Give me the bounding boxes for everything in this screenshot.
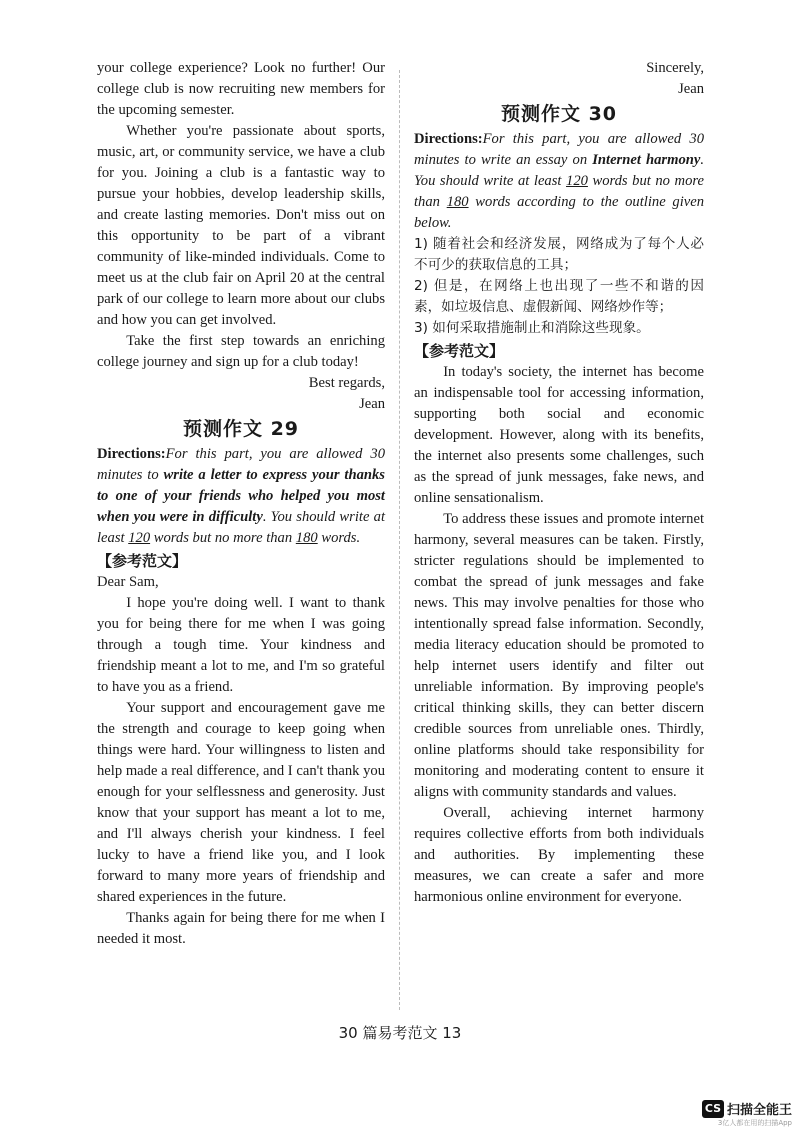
paragraph: I hope you're doing well. I want to thank you for being there for me when I was going through a tough time. Your kindness and friendship meant a lot to me, and I'm so grateful to have you as a friend. xyxy=(97,595,385,695)
paragraph: Whether you're passionate about sports, music, art, or community service, we have a club for you. Joining a club is a fantastic way to pursue your hobbies, develop leadership skills, and create lasting memories. Don't miss out on this opportunity to be part of a vibrant community of like-minded individuals. Come to meet us at the club fair on April 20 at the central park of our college to learn more about our clubs and how you can get involved. xyxy=(97,123,385,328)
paragraph: your college experience? Look no further! Our college club is now recruiting new members for the upcoming semester. xyxy=(97,60,385,118)
closing: Sincerely, xyxy=(646,60,704,76)
paragraph: Take the first step towards an enriching college journey and sign up for a club today! xyxy=(97,333,385,370)
closing: Best regards, xyxy=(308,375,385,391)
cs-logo-icon: CS xyxy=(702,1100,724,1118)
salutation: Dear Sam, xyxy=(97,574,159,590)
essay-title-30: 预测作文 30 xyxy=(500,103,618,125)
outline-item: 3) 如何采取措施制止和消除这些现象。 xyxy=(414,320,650,336)
signature: Jean xyxy=(678,81,704,97)
scanner-watermark xyxy=(702,1099,792,1118)
outline-item: 1) 随着社会和经济发展，网络成为了每个人必不可少的获取信息的工具； xyxy=(414,236,704,273)
paragraph: In today's society, the internet has become an indispensable tool for accessing information, supporting both social and economic development. However, along with its benefits, the internet also presents some challenges, such as the spread of junk messages, fake news, and online sensationalism. xyxy=(414,364,704,506)
paragraph: Your support and encouragement gave me the strength and courage to keep going when things were hard. Your willingness to listen and help made a real difference, and I can't thank you enough for your selflessness and generosity. Just know that your support has meant a lot to me, and I'll always cherish your kindness. I feel lucky to have a friend like you, and I look forward to many more years of friendship and shared experiences in the future. xyxy=(97,700,385,905)
page-footer: 30 篇易考范文 13 xyxy=(338,1024,462,1042)
right-column xyxy=(414,58,704,908)
paragraph: Thanks again for being there for me when I needed it most. xyxy=(97,910,385,947)
paragraph: To address these issues and promote internet harmony, several measures can be taken. Firstly, stricter regulations should be implemented to combat the spread of junk messages and fake news. This may involve penalties for those who intentionally spread false information. Secondly, media literacy education should be promoted to help internet users identify and filter out unreliable information. By improving people's critical thinking skills, they can better discern credible sources from unreliable ones. Thirdly, online platforms should take responsibility for monitoring and moderating content to ensure it aligns with community standards and values. xyxy=(414,511,704,800)
sample-label: 【参考范文】 xyxy=(97,552,188,570)
signature: Jean xyxy=(359,396,385,412)
outline-item: 2) 但是，在网络上也出现了一些不和谐的因素，如垃圾信息、虚假新闻、网络炒作等； xyxy=(414,278,704,315)
essay-title-29: 预测作文 29 xyxy=(182,418,300,440)
sample-label: 【参考范文】 xyxy=(414,342,505,360)
paragraph: Overall, achieving internet harmony requires collective efforts from both individuals and authorities. By implementing these measures, we can create a safer and more harmonious online environment for everyone. xyxy=(414,805,704,905)
column-divider xyxy=(399,70,400,1010)
directions-29: Directions:For this part, you are allowed 30 minutes to write a letter to express your thanks to one of your friends who helped you most when you were in difficulty. You should write at least 120 words but no more than 180 words. xyxy=(97,446,385,546)
directions-30: Directions:For this part, you are allowed 30 minutes to write an essay on Internet harmony. You should write at least 120 words but no more than 180 words according to the outline given below. xyxy=(414,131,704,231)
scanner-tagline: 3亿人都在用的扫描App xyxy=(717,1119,792,1127)
left-column xyxy=(97,58,385,950)
scanner-app-name: 扫描全能王 xyxy=(726,1103,792,1118)
